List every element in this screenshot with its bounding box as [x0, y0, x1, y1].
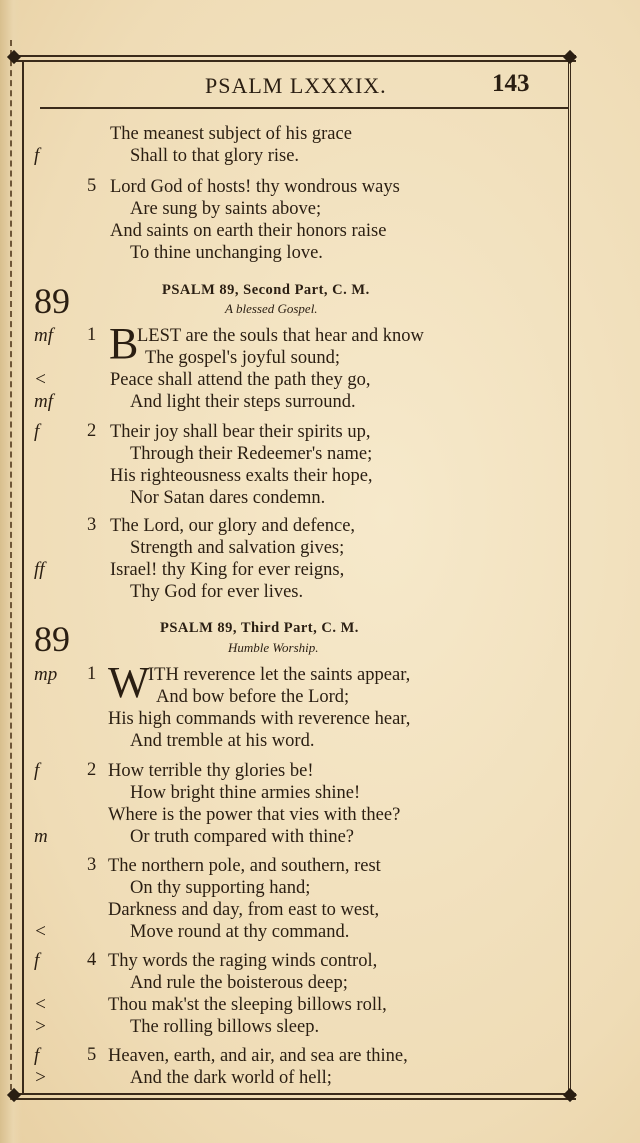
dynamic-mark: mf [34, 325, 53, 346]
hymn-line: And bow before the Lord; [156, 687, 350, 707]
hymn-number: 89 [34, 619, 70, 659]
hymn-line: How terrible thy glories be! [108, 761, 314, 781]
bottom-border-rule [14, 1093, 576, 1100]
right-border-rule [568, 60, 571, 1095]
header-rule [40, 107, 568, 109]
hymn-line: Thy words the raging winds control, [108, 951, 378, 971]
hymn-line: LEST are the souls that hear and know [137, 326, 424, 346]
hymn-line: And saints on earth their honors raise [110, 221, 387, 241]
hymn-line: Heaven, earth, and air, and sea are thine, [108, 1046, 408, 1066]
hymn-line: And tremble at his word. [130, 731, 315, 751]
hymn-line: The northern pole, and southern, rest [108, 856, 381, 876]
section-subtitle: A blessed Gospel. [225, 301, 318, 316]
dynamic-mark: f [34, 421, 40, 442]
verse-number: 2 [87, 760, 97, 780]
running-head: PSALM LXXXIX. [205, 73, 387, 98]
verse-number: 4 [87, 950, 97, 970]
verse-number: 2 [87, 421, 97, 441]
dynamic-mark: f [34, 760, 40, 781]
hymn-line: Through their Redeemer's name; [130, 444, 373, 464]
dynamic-mark: < [34, 921, 47, 942]
dynamic-mark: < [34, 994, 47, 1015]
hymn-line: Nor Satan dares condemn. [130, 488, 326, 508]
dynamic-mark: f [34, 145, 40, 166]
hymn-line: His high commands with reverence hear, [108, 709, 411, 729]
hymn-line: Their joy shall bear their spirits up, [110, 422, 371, 442]
hymn-line: Are sung by saints above; [130, 199, 322, 219]
drop-cap: B [109, 319, 139, 368]
hymn-line: Thy God for ever lives. [130, 582, 304, 602]
hymn-line: Or truth compared with thine? [130, 827, 354, 847]
dynamic-mark: m [34, 826, 48, 847]
gutter-stitching [10, 40, 12, 1100]
dynamic-mark: mp [34, 664, 58, 685]
dynamic-mark: f [34, 950, 40, 971]
hymn-line: ITH reverence let the saints appear, [148, 665, 411, 685]
hymn-number: 89 [34, 281, 70, 321]
hymn-line: And the dark world of hell; [130, 1068, 332, 1088]
dynamic-mark: > [34, 1067, 47, 1088]
verse-number: 5 [87, 1045, 97, 1065]
dynamic-mark: < [34, 369, 47, 390]
dynamic-mark: ff [34, 559, 45, 580]
hymn-line: Strength and salvation gives; [130, 538, 345, 558]
hymn-line: Lord God of hosts! thy wondrous ways [110, 177, 400, 197]
hymn-line: Peace shall attend the path they go, [110, 370, 371, 390]
section-title: PSALM 89, Third Part, C. M. [160, 620, 359, 636]
dynamic-mark: f [34, 1045, 40, 1066]
hymn-line: And light their steps surround. [130, 392, 356, 412]
hymn-line: The Lord, our glory and defence, [110, 516, 356, 536]
hymn-line: Move round at thy command. [130, 922, 350, 942]
hymn-line: The meanest subject of his grace [110, 124, 352, 144]
top-border-rule [14, 55, 576, 62]
hymn-line: Israel! thy King for ever reigns, [110, 560, 345, 580]
section-title: PSALM 89, Second Part, C. M. [162, 282, 370, 298]
verse-number: 3 [87, 855, 97, 875]
hymn-line: Shall to that glory rise. [130, 146, 300, 166]
hymn-line: To thine unchanging love. [130, 243, 323, 263]
section-subtitle: Humble Worship. [228, 640, 319, 655]
left-border-rule [22, 60, 24, 1095]
hymn-line: The gospel's joyful sound; [145, 348, 340, 368]
dynamic-mark: > [34, 1016, 47, 1037]
dynamic-mark: mf [34, 391, 53, 412]
verse-number: 1 [87, 325, 97, 345]
page-number: 143 [492, 70, 530, 97]
hymn-line: How bright thine armies shine! [130, 783, 361, 803]
hymn-line: His righteousness exalts their hope, [110, 466, 373, 486]
hymn-line: The rolling billows sleep. [130, 1017, 320, 1037]
drop-cap: W [108, 658, 150, 707]
verse-number: 1 [87, 664, 97, 684]
hymn-line: And rule the boisterous deep; [130, 973, 348, 993]
hymn-line: Darkness and day, from east to west, [108, 900, 380, 920]
hymn-line: Where is the power that vies with thee? [108, 805, 401, 825]
verse-number: 3 [87, 515, 97, 535]
hymn-line: Thou mak'st the sleeping billows roll, [108, 995, 387, 1015]
hymn-line: On thy supporting hand; [130, 878, 311, 898]
verse-number: 5 [87, 176, 97, 196]
